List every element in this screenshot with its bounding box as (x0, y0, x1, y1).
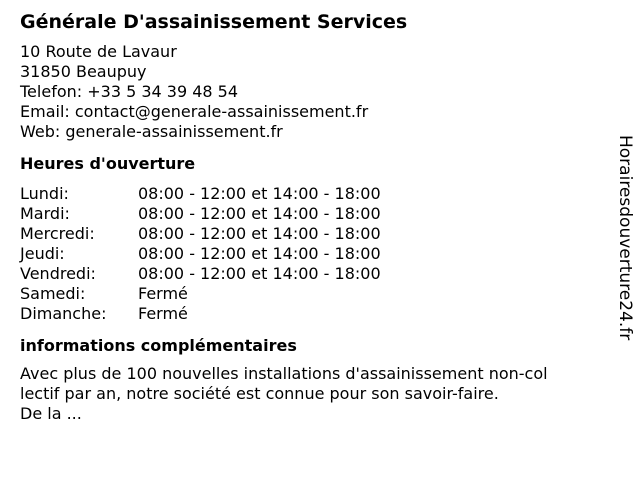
website: Web: generale-assainissement.fr (20, 122, 283, 141)
contact-block (20, 42, 600, 142)
hours-day-label: Vendredi: (20, 264, 96, 283)
hours-time: 08:00 - 12:00 et 14:00 - 18:00 (138, 184, 381, 203)
hours-time: 08:00 - 12:00 et 14:00 - 18:00 (138, 264, 381, 283)
info-line: De la ... (20, 404, 82, 423)
hours-time: 08:00 - 12:00 et 14:00 - 18:00 (138, 224, 381, 243)
hours-day-label: Mardi: (20, 204, 70, 223)
hours-heading: Heures d'ouverture (20, 154, 196, 173)
email-address: Email: contact@generale-assainissement.fr (20, 102, 369, 121)
hours-time: Fermé (138, 304, 188, 323)
hours-row-jeudi (20, 244, 600, 264)
hours-day-label: Mercredi: (20, 224, 95, 243)
hours-row-samedi (20, 284, 600, 304)
hours-day-label: Jeudi: (20, 244, 65, 263)
address-street: 10 Route de Lavaur (20, 42, 177, 61)
hours-time: Fermé (138, 284, 188, 303)
hours-row-dimanche (20, 304, 600, 324)
hours-row-lundi (20, 184, 600, 204)
hours-row-vendredi (20, 264, 600, 284)
hours-row-mercredi (20, 224, 600, 244)
site-watermark: Horairesdouverture24.fr (615, 135, 635, 341)
hours-time: 08:00 - 12:00 et 14:00 - 18:00 (138, 204, 381, 223)
hours-table (20, 184, 600, 324)
info-line: lectif par an, notre société est connue pour son savoir-faire. (20, 384, 499, 403)
phone-number: Telefon: +33 5 34 39 48 54 (20, 82, 239, 101)
hours-day-label: Dimanche: (20, 304, 107, 323)
business-info-panel (20, 10, 600, 424)
hours-row-mardi (20, 204, 600, 224)
hours-day-label: Samedi: (20, 284, 86, 303)
business-name: Générale D'assainissement Services (20, 11, 408, 33)
address-city: 31850 Beaupuy (20, 62, 147, 81)
hours-time: 08:00 - 12:00 et 14:00 - 18:00 (138, 244, 381, 263)
hours-day-label: Lundi: (20, 184, 69, 203)
info-line: Avec plus de 100 nouvelles installations d'assainissement non-col (20, 364, 548, 383)
info-description (20, 364, 600, 424)
info-heading: informations complémentaires (20, 336, 297, 355)
